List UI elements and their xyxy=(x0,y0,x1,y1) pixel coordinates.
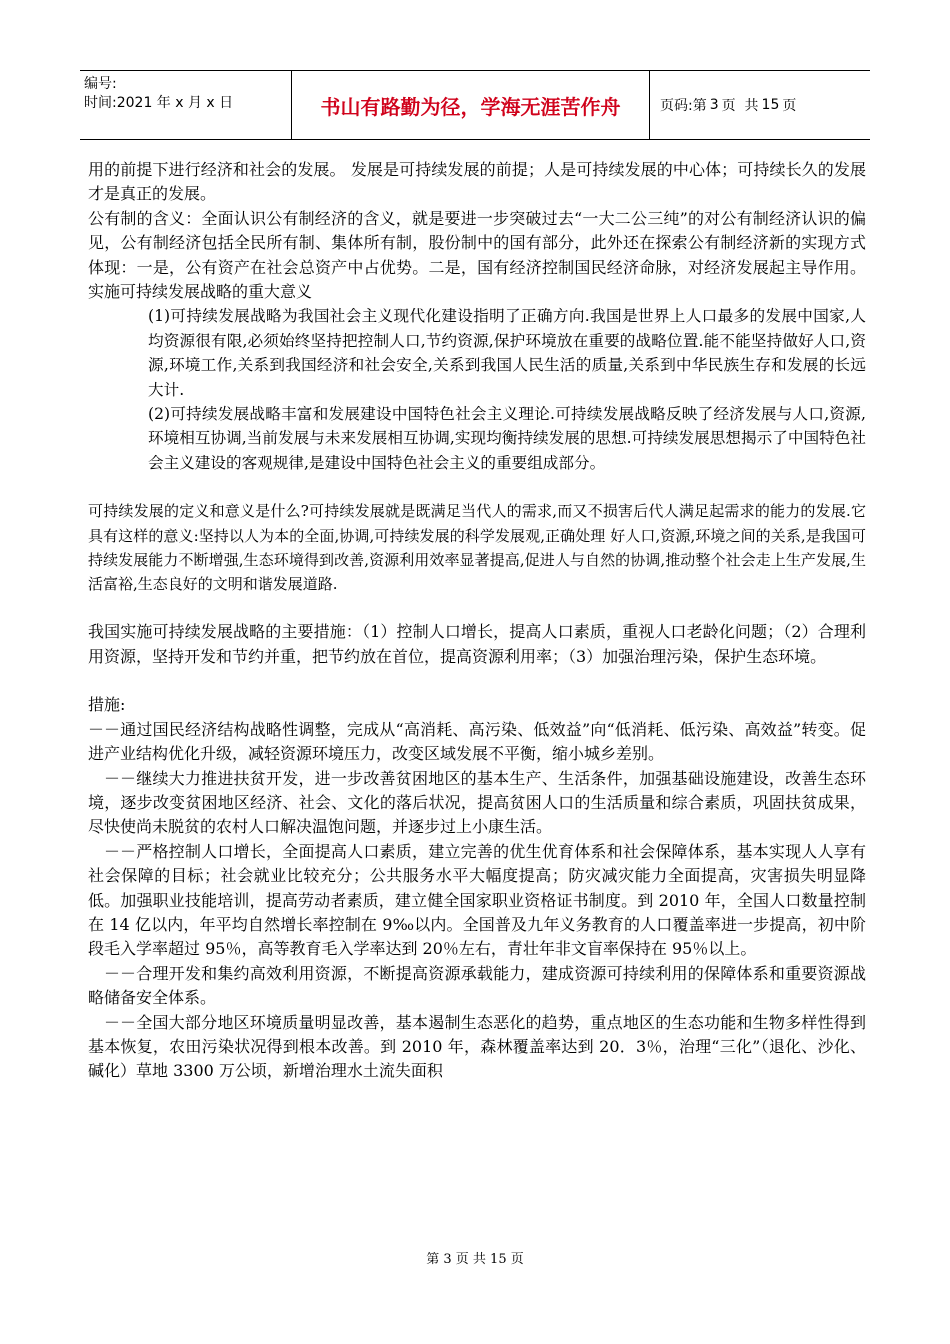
header-motto: 书山有路勤为径，学海无涯苦作舟 xyxy=(292,71,650,139)
page-header xyxy=(80,70,870,140)
paragraph-main-measures: 我国实施可持续发展战略的主要措施：（1）控制人口增长，提高人口素质，重视人口老龄化问题；（2）合理利用资源，坚持开发和节约并重，把节约放在首位，提高资源利用率；（3）加强治理污染，保护生态环境。 xyxy=(88,622,866,666)
page-label: 页码:第 xyxy=(660,98,707,114)
document-body xyxy=(88,158,866,1084)
measure-structure: －－通过国民经济结构战略性调整，完成从“高消耗、高污染、低效益”向“低消耗、低污染、高效益”转变。促进产业结构优化升级，减轻资源环境压力，改变区域发展不平衡，缩小城乡差别。 xyxy=(88,719,866,764)
page-footer: 第 3 页 共 15 页 xyxy=(426,1252,524,1267)
measure-environment: －－全国大部分地区环境质量明显改善，基本遏制生态恶化的趋势，重点地区的生态功能和生物多样性得到基本恢复，农田污染状况得到根本改善。到 2010 年，森林覆盖率达到 20．3％，治理“三化”（退化、沙化、碱化）草地 3300 万公顷，新增治理水土流失面积 xyxy=(88,1012,866,1081)
paragraph-significance-1: (1)可持续发展战略为我国社会主义现代化建设指明了正确方向.我国是世界上人口最多的发展中国家,人均资源很有限,必须始终坚持把控制人口,节约资源,保护环境放在重要的战略位置.能不能坚持做好人口,资源,环境工作,关系到我国经济和社会安全,关系到我国人民生活的质量,关系到中华民族生存和发展的长远大计. xyxy=(148,307,866,399)
header-meta xyxy=(80,71,292,139)
spacer xyxy=(88,475,866,499)
header-page-info xyxy=(650,71,870,139)
page-total: 15 xyxy=(761,97,780,113)
page-current: 3 xyxy=(709,97,719,113)
page-mid-label: 页 共 xyxy=(721,98,759,114)
document-number-label: 编号: xyxy=(84,76,117,92)
paragraph-significance-2: (2)可持续发展战略丰富和发展建设中国特色社会主义理论.可持续发展战略反映了经济发展与人口,资源,环境相互协调,当前发展与未来发展相互协调,实现均衡持续发展的思想.可持续发展思想揭示了中国特色社会主义建设的客观规律,是建设中国特色社会主义的重要组成部分。 xyxy=(148,405,866,472)
document-date-label: 时间:2021 年 x 月 x 日 xyxy=(84,95,234,111)
measure-resources: －－合理开发和集约高效利用资源，不断提高资源承载能力，建成资源可持续利用的保障体系和重要资源战略储备安全体系。 xyxy=(88,963,866,1008)
measure-poverty: －－继续大力推进扶贫开发，进一步改善贫困地区的基本生产、生活条件，加强基础设施建设，改善生态环境，逐步改变贫困地区经济、社会、文化的落后状况，提高贫困人口的生活质量和综合素质，巩固扶贫成果，尽快使尚未脱贫的农村人口解决温饱问题，并逐步过上小康生活。 xyxy=(88,768,866,837)
paragraph-public-ownership: 公有制的含义：全面认识公有制经济的含义，就是要进一步突破过去“一大二公三纯”的对公有制经济认识的偏见，公有制经济包括全民所有制、集体所有制，股份制中的国有部分，此外还在探索公有制经济新的实现方式 体现：一是，公有资产在社会总资产中占优势。二是，国有经济控制国民经济命脉，对经济发展起主导作用。实施可持续发展战略的重大意义 xyxy=(88,208,866,302)
measures-heading: 措施: xyxy=(88,695,126,715)
paragraph-intro: 用的前提下进行经济和社会的发展。 发展是可持续发展的前提；人是可持续发展的中心体；可持续长久的发展才是真正的发展。 xyxy=(88,160,866,204)
measure-population: －－严格控制人口增长，全面提高人口素质，建立完善的优生优育体系和社会保障体系，基本实现人人享有社会保障的目标；社会就业比较充分；公共服务水平大幅度提高；防灾减灾能力全面提高，灾害损失明显降低。加强职业技能培训，提高劳动者素质，建立健全国家职业资格证书制度。到 2010 年，全国人口数量控制在 14 亿以内，年平均自然增长率控制在 9‰以内。全国普及九年义务教育的人口覆盖率进一步提高，初中阶段毛入学率超过 95％，高等教育毛入学率达到 20％左右，青壮年非文盲率保持在 95％以上。 xyxy=(88,841,866,959)
spacer xyxy=(88,669,866,693)
paragraph-definition: 可持续发展的定义和意义是什么?可持续发展就是既满足当代人的需求,而又不损害后代人满足起需求的能力的发展.它具有这样的意义:坚持以人为本的全面,协调,可持续发展的科学发展观,正确处理 好人口,资源,环境之间的关系,是我国可持续发展能力不断增强,生态环境得到改善,资源利用效率显著提高,促进人与自然的协调,推动整个社会走上生产发展,生活富裕,生态良好的文明和谐发展道路. xyxy=(88,502,866,594)
page-end-label: 页 xyxy=(782,98,797,114)
spacer xyxy=(88,596,866,620)
